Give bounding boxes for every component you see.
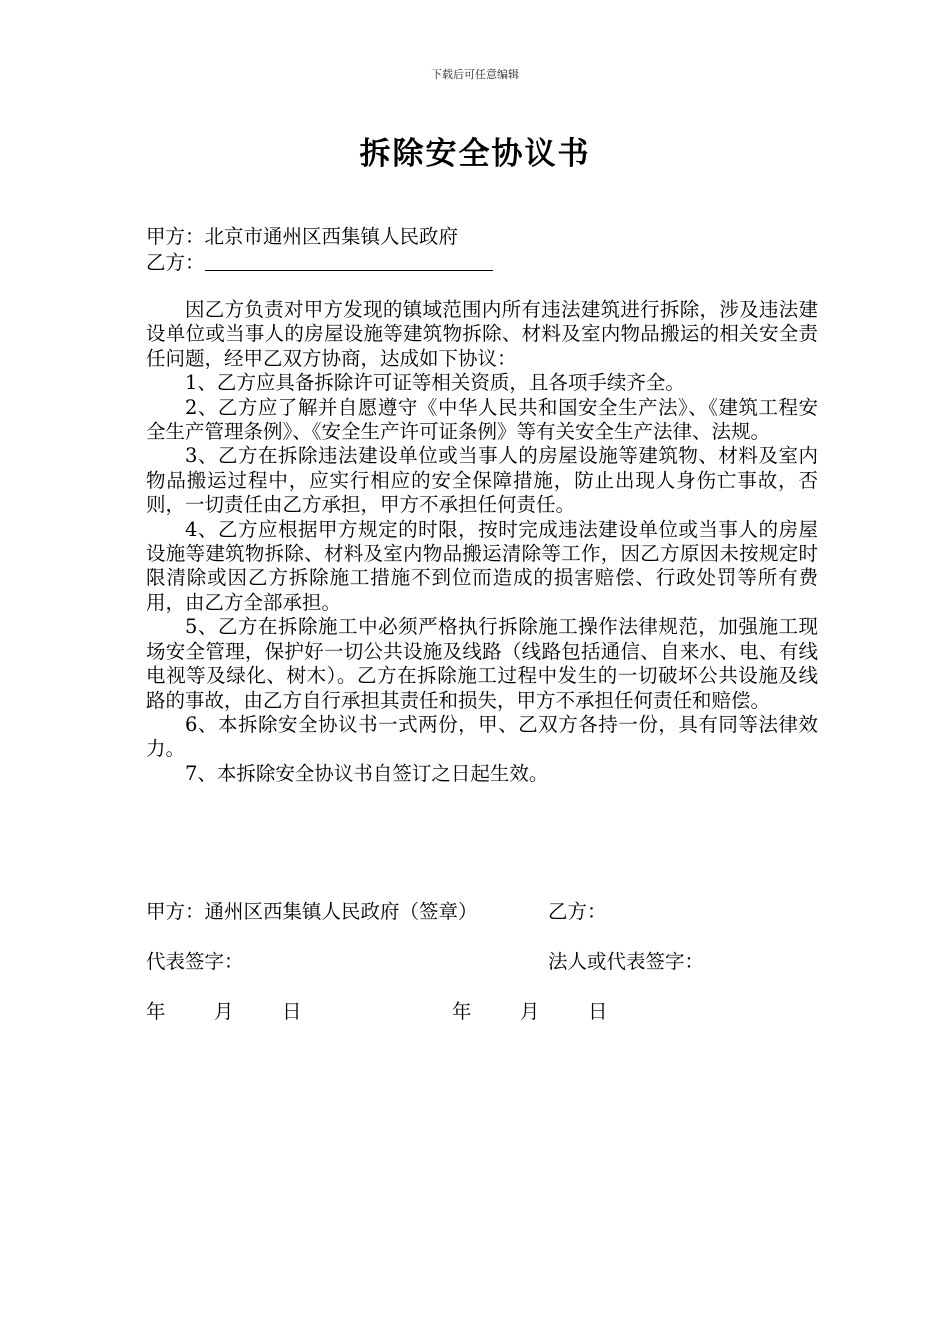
party-b-line: [146, 250, 493, 276]
representative-b-signature: 法人或代表签字：: [548, 950, 705, 973]
date-year-b: 年: [452, 1000, 472, 1023]
clause-1: 1、乙方应具备拆除许可证等相关资质，且各项手续齐全。: [185, 371, 685, 395]
clause-3: 3、乙方在拆除违法建设单位或当事人的房屋设施等建筑物、材料及室内物品搬运过程中，应实行相应的安全保障措施，防止出现人身伤亡事故，否则，一切责任由乙方承担，甲方不承担任何责任。: [146, 444, 818, 517]
date-day-b: 日: [588, 1000, 608, 1023]
date-month-a: 月: [214, 1000, 234, 1023]
header-note: 下载后可任意编辑: [431, 68, 519, 81]
representative-a-signature: 代表签字：: [146, 950, 244, 973]
clause-5: 5、乙方在拆除施工中必须严格执行拆除施工操作法律规范，加强施工现场安全管理，保护好一切公共设施及线路（线路包括通信、自来水、电、有线电视等及绿化、树木）。乙方在拆除施工过程中发生的一切破坏公共设施及线路的事故，由乙方自行承担其责任和损失，甲方不承担任何责任和赔偿。: [146, 615, 818, 712]
intro-paragraph: 因乙方负责对甲方发现的镇域范围内所有违法建筑进行拆除，涉及违法建设单位或当事人的房屋设施等建筑物拆除、材料及室内物品搬运的相关安全责任问题，经甲乙双方协商，达成如下协议：: [146, 298, 818, 370]
document-title: 拆除安全协议书: [359, 136, 591, 172]
agreement-body: [146, 298, 818, 786]
party-b-blank: [205, 250, 493, 271]
date-party-a: [146, 996, 302, 1024]
clause-7: 7、本拆除安全协议书自签订之日起生效。: [185, 761, 549, 785]
clause-6: 6、本拆除安全协议书一式两份，甲、乙双方各持一份，具有同等法律效力。: [146, 712, 818, 761]
party-a-line: 甲方：北京市通州区西集镇人民政府: [146, 225, 459, 248]
clause-2: 2、乙方应了解并自愿遵守《中华人民共和国安全生产法》、《建筑工程安全生产管理条例》、《安全生产许可证条例》等有关安全生产法律、法规。: [146, 395, 818, 444]
parties-block: [146, 224, 493, 276]
signature-party-b: 乙方：: [548, 900, 607, 923]
date-party-b: [452, 996, 608, 1024]
date-day-a: 日: [282, 1000, 302, 1023]
signature-party-a: 甲方：通州区西集镇人民政府（签章）: [146, 900, 478, 923]
party-b-label: 乙方：: [146, 251, 205, 274]
date-month-b: 月: [520, 1000, 540, 1023]
date-year-a: 年: [146, 1000, 166, 1023]
clause-4: 4、乙方应根据甲方规定的时限，按时完成违法建设单位或当事人的房屋设施等建筑物拆除、材料及室内物品搬运清除等工作，因乙方原因未按规定时限清除或因乙方拆除施工措施不到位而造成的损害赔偿、行政处罚等所有费用，由乙方全部承担。: [146, 517, 818, 614]
